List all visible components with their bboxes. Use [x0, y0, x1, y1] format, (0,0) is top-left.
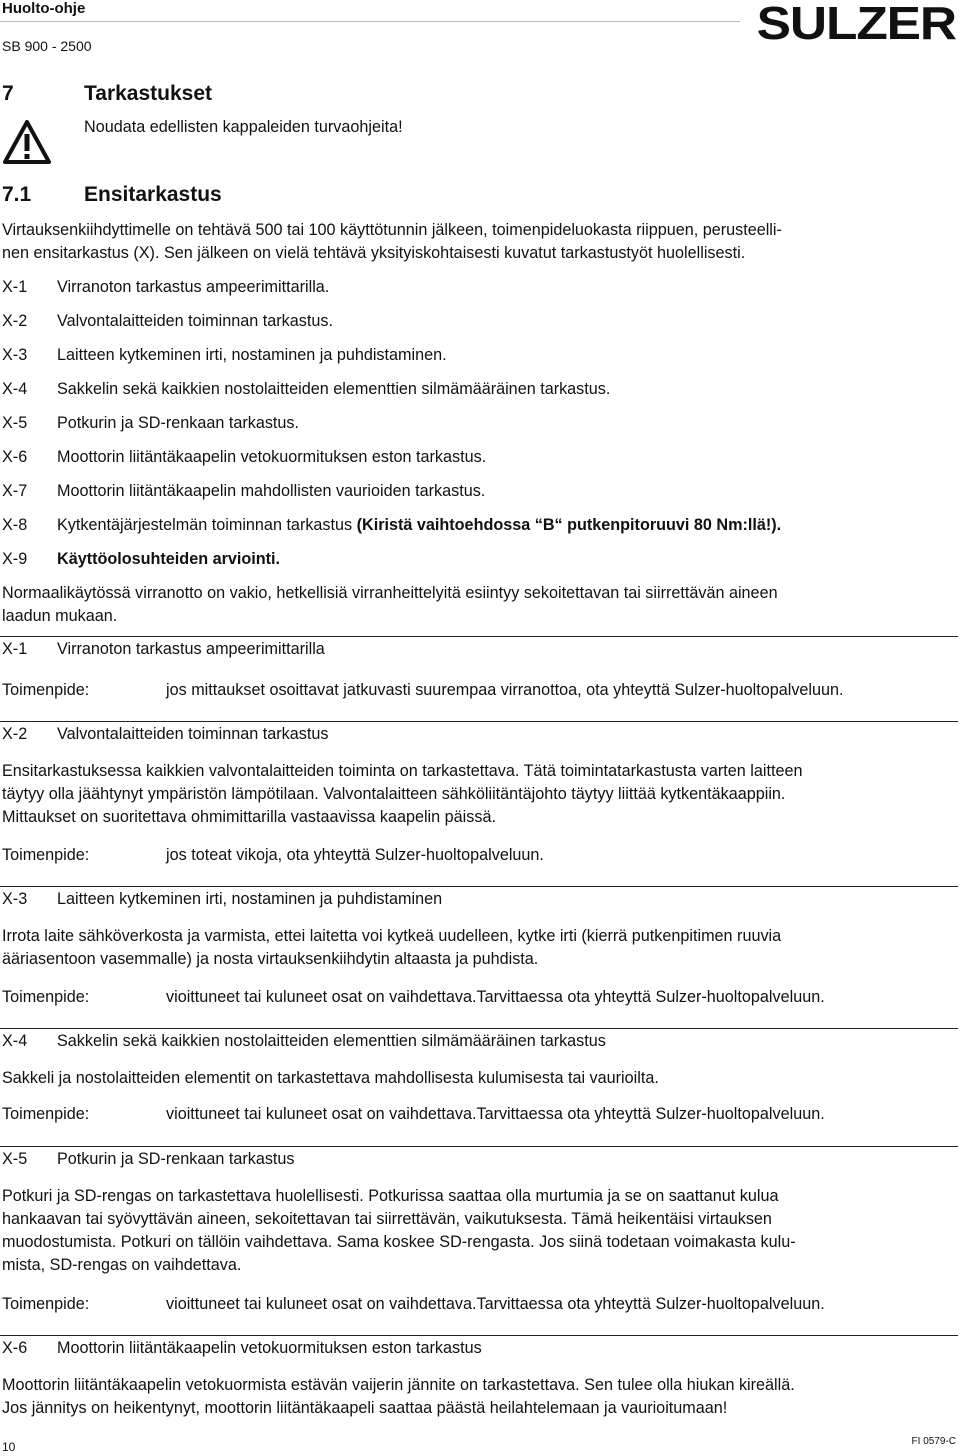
detail-title: Sakkelin sekä kaikkien nostolaitteiden elementtien silmämääräinen tarkastus — [57, 1032, 606, 1050]
detail-code: X-5 — [2, 1150, 28, 1168]
section-divider — [0, 1335, 958, 1336]
detail-body-line: mista, SD-rengas on vaihdettava. — [2, 1256, 242, 1274]
action-label: Toimenpide: — [2, 846, 90, 864]
detail-code: X-3 — [2, 890, 28, 908]
detail-code: X-2 — [2, 725, 28, 743]
detail-body-line: Ensitarkastuksessa kaikkien valvontalaitteiden toiminta on tarkastettava. Tätä toimintatarkastusta varten laitteen — [2, 762, 803, 780]
checklist-text-main: Moottorin liitäntäkaapelin mahdollisten vaurioiden tarkastus. — [57, 482, 486, 500]
detail-title: Moottorin liitäntäkaapelin vetokuormituksen eston tarkastus — [57, 1339, 482, 1357]
checklist-code: X-3 — [2, 346, 28, 364]
detail-body — [2, 1185, 952, 1277]
detail-body-line: muodostumista. Potkuri on tällöin vaihdettava. Sama koskee SD-rengasta. Jos siinä todetaan voimakasta kulu- — [2, 1233, 796, 1251]
checklist-text-main: Sakkelin sekä kaikkien nostolaitteiden elementtien silmämääräinen tarkastus. — [57, 380, 611, 398]
action-label: Toimenpide: — [2, 1295, 90, 1313]
detail-title: Laitteen kytkeminen irti, nostaminen ja puhdistaminen — [57, 890, 443, 908]
checklist-code: X-5 — [2, 414, 28, 432]
detail-title: Virranoton tarkastus ampeerimittarilla — [57, 640, 325, 658]
checklist-text — [57, 550, 280, 569]
normal-operation-note: Normaalikäytössä virranotto on vakio, hetkellisiä virranheittelyitä esiintyy sekoitettavan tai siirrettävän aineen laadun mukaan. — [2, 584, 778, 625]
warning-text: Noudata edellisten kappaleiden turvaohjeita! — [84, 118, 403, 136]
checklist-text-main: Käyttöolosuhteiden arviointi. — [57, 550, 281, 568]
checklist-text — [57, 482, 485, 501]
checklist-text-bold-note: (Kiristä vaihtoehdossa “B“ putkenpitoruuvi 80 Nm:llä!). — [352, 516, 782, 534]
checklist-text — [57, 346, 447, 365]
checklist-code: X-6 — [2, 448, 28, 466]
checklist-text — [57, 448, 486, 467]
action-label: Toimenpide: — [2, 1105, 90, 1123]
checklist-text-main: Virranoton tarkastus ampeerimittarilla. — [57, 278, 330, 296]
action-text: vioittuneet tai kuluneet osat on vaihdettava.Tarvittaessa ota yhteyttä Sulzer-huoltopalveluun. — [166, 1295, 825, 1313]
section-divider — [0, 1028, 958, 1029]
document-reference: FI 0579-C — [911, 1436, 956, 1447]
detail-title: Potkurin ja SD-renkaan tarkastus — [57, 1150, 295, 1168]
checklist-text — [57, 278, 329, 297]
detail-title: Valvontalaitteiden toiminnan tarkastus — [57, 725, 329, 743]
section-divider — [0, 886, 958, 887]
checklist-code: X-7 — [2, 482, 28, 500]
checklist-text-main: Moottorin liitäntäkaapelin vetokuormituksen eston tarkastus. — [57, 448, 487, 466]
detail-body-line: Potkuri ja SD-rengas on tarkastettava huolellisesti. Potkurissa saattaa olla murtumia ja se on saattanut kulua — [2, 1187, 779, 1205]
checklist-text-main: Laitteen kytkeminen irti, nostaminen ja puhdistaminen. — [57, 346, 447, 364]
detail-code: X-1 — [2, 640, 28, 658]
section-divider — [0, 1146, 958, 1147]
detail-body-line: Moottorin liitäntäkaapelin vetokuormista estävän vaijerin jännite on tarkastettava. Sen tulee olla hiukan kireällä. — [2, 1376, 795, 1394]
detail-body — [2, 1067, 952, 1090]
detail-body-line: Sakkeli ja nostolaitteiden elementit on tarkastettava mahdollisesta kulumisesta tai vaurioilta. — [2, 1069, 659, 1087]
warning-icon — [2, 119, 52, 165]
document-code: SB 900 - 2500 — [2, 38, 92, 54]
action-text: vioittuneet tai kuluneet osat on vaihdettava.Tarvittaessa ota yhteyttä Sulzer-huoltopalveluun. — [166, 1105, 825, 1123]
checklist-code: X-9 — [2, 550, 28, 568]
section-number: 7 — [2, 82, 14, 105]
sulzer-logo: SULZER — [756, 0, 956, 49]
detail-code: X-4 — [2, 1032, 28, 1050]
checklist-code: X-2 — [2, 312, 28, 330]
checklist-text — [57, 414, 299, 433]
checklist-code: X-8 — [2, 516, 28, 534]
detail-body-line: Mittaukset on suoritettava ohmimittarilla vastaavissa kaapelin päissä. — [2, 808, 496, 826]
checklist-text-main: Valvontalaitteiden toiminnan tarkastus. — [57, 312, 333, 330]
checklist-code: X-4 — [2, 380, 28, 398]
checklist-text-main: Potkurin ja SD-renkaan tarkastus. — [57, 414, 300, 432]
subsection-title: Ensitarkastus — [84, 183, 222, 206]
detail-body-line: hankaavan tai syövyttävän aineen, sekoitettavan tai siirrettävän, vaikutuksesta. Tämä heikentäisi virtauksen — [2, 1210, 772, 1228]
checklist-text — [57, 516, 781, 535]
detail-body-line: Irrota laite sähköverkosta ja varmista, ettei laitetta voi kytkeä uudelleen, kytke irti (kierrä putkenpitimen ruuvia — [2, 927, 782, 945]
action-label: Toimenpide: — [2, 681, 90, 699]
detail-body-line: ääriasentoon vasemmalle) ja nosta virtauksenkiihdytin altaasta ja puhdista. — [2, 950, 539, 968]
action-text: jos mittaukset osoittavat jatkuvasti suurempaa virranottoa, ota yhteyttä Sulzer-huoltopalveluun. — [166, 681, 844, 699]
subsection-number: 7.1 — [2, 183, 32, 206]
action-label: Toimenpide: — [2, 988, 90, 1006]
detail-body-line: Jos jännitys on heikentynyt, moottorin liitäntäkaapeli saattaa päästä heilahtelemaan ja vaurioitumaan! — [2, 1399, 728, 1417]
section-title: Tarkastukset — [84, 82, 213, 105]
section-divider — [0, 721, 958, 722]
checklist-code: X-1 — [2, 278, 28, 296]
detail-body — [2, 925, 952, 971]
checklist-text — [57, 380, 610, 399]
intro-paragraph: Virtauksenkiihdyttimelle on tehtävä 500 tai 100 käyttötunnin jälkeen, toimenpideluokasta riippuen, perusteelli- nen ensitarkastus (X). Sen jälkeen on vielä tehtävä yksityiskohtaisesti kuvatut tarkastustyöt huolellisesti. — [2, 221, 782, 262]
checklist-text — [57, 312, 333, 331]
detail-body-line: täytyy olla jäähtynyt ympäristön lämpötilaan. Valvontalaitteen sähköliitäntäjohto täytyy liittää kytkentäkaappiin. — [2, 785, 786, 803]
action-text: vioittuneet tai kuluneet osat on vaihdettava.Tarvittaessa ota yhteyttä Sulzer-huoltopalveluun. — [166, 988, 825, 1006]
checklist-text-main: Kytkentäjärjestelmän toiminnan tarkastus — [57, 516, 353, 534]
header-divider — [0, 21, 740, 22]
detail-code: X-6 — [2, 1339, 28, 1357]
document-title: Huolto-ohje — [2, 0, 86, 17]
detail-body — [2, 1374, 952, 1420]
detail-body — [2, 760, 952, 829]
page-number: 10 — [2, 1440, 16, 1454]
section-divider — [0, 636, 958, 637]
action-text: jos toteat vikoja, ota yhteyttä Sulzer-huoltopalveluun. — [166, 846, 544, 864]
